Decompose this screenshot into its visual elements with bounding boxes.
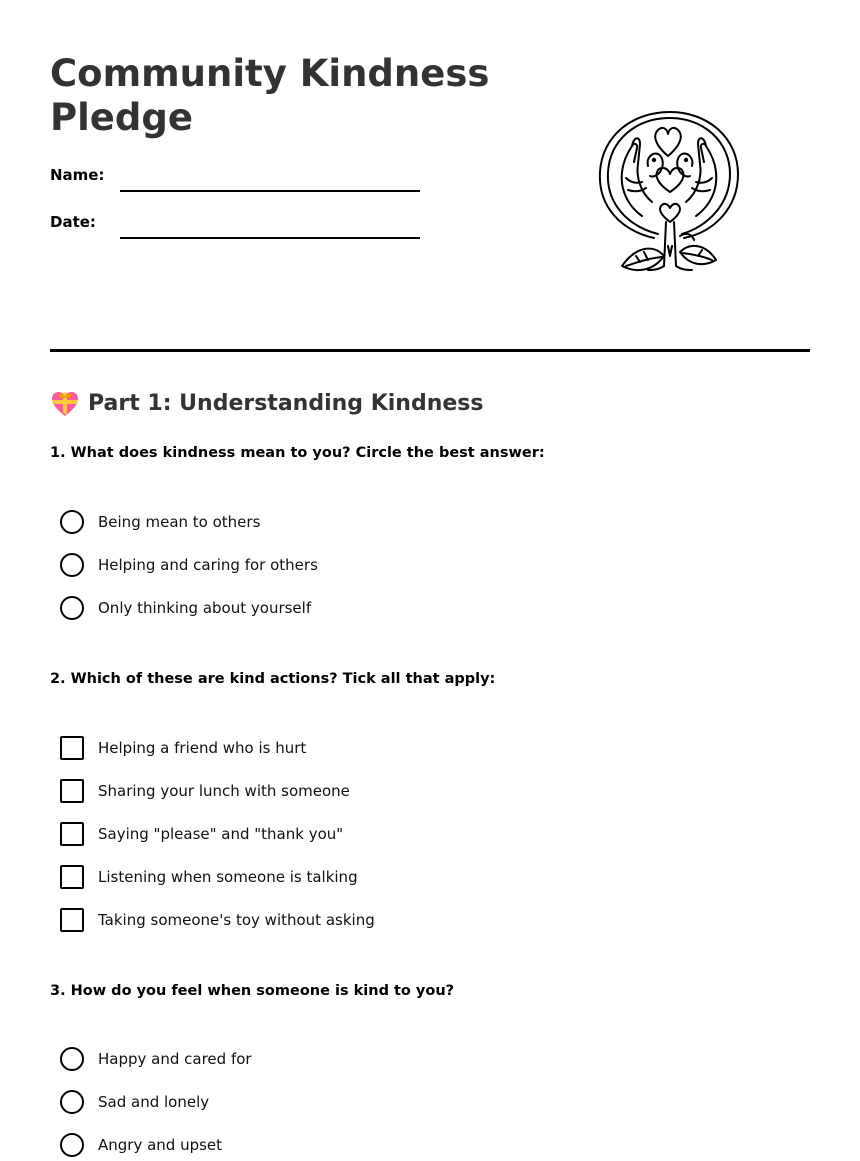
option-label: Sad and lonely [98,1093,210,1111]
section-divider [50,349,810,352]
q1-option-1[interactable] [60,509,260,535]
question-3: 3. How do you feel when someone is kind to you? [50,983,455,999]
q2-option-2[interactable] [60,778,350,804]
hands-hearts-tree-icon [592,106,748,278]
option-label: Sharing your lunch with someone [98,782,350,800]
option-label: Saying "please" and "thank you" [98,825,344,843]
radio-circle[interactable] [60,1047,84,1071]
checkbox[interactable] [60,865,84,889]
checkbox[interactable] [60,779,84,803]
question-2: 2. Which of these are kind actions? Tick all that apply: [50,671,496,687]
option-label: Helping and caring for others [98,556,318,574]
radio-circle[interactable] [60,553,84,577]
q2-option-4[interactable] [60,864,358,890]
part1-heading [50,388,483,420]
option-label: Only thinking about yourself [98,599,312,617]
option-label: Taking someone's toy without asking [98,911,375,929]
radio-circle[interactable] [60,1133,84,1157]
option-label: Happy and cared for [98,1050,252,1068]
q3-option-2[interactable] [60,1089,209,1115]
name-label: Name: [50,166,105,184]
gift-heart-icon [50,389,80,419]
option-label: Angry and upset [98,1136,223,1154]
radio-circle[interactable] [60,510,84,534]
name-field[interactable] [50,166,430,194]
checkbox[interactable] [60,908,84,932]
worksheet-title: Community Kindness Pledge [50,52,490,139]
date-line[interactable] [120,237,420,239]
checkbox[interactable] [60,822,84,846]
option-label: Listening when someone is talking [98,868,358,886]
q3-option-3[interactable] [60,1132,222,1158]
q1-option-2[interactable] [60,552,318,578]
q3-option-1[interactable] [60,1046,252,1072]
name-line[interactable] [120,190,420,192]
radio-circle[interactable] [60,596,84,620]
part1-heading-text: Part 1: Understanding Kindness [88,391,484,416]
question-1: 1. What does kindness mean to you? Circle the best answer: [50,445,545,461]
option-label: Helping a friend who is hurt [98,739,307,757]
q2-option-5[interactable] [60,907,375,933]
date-field[interactable] [50,213,430,241]
q1-option-3[interactable] [60,595,311,621]
q2-option-1[interactable] [60,735,306,761]
checkbox[interactable] [60,736,84,760]
q2-option-3[interactable] [60,821,343,847]
date-label: Date: [50,213,96,231]
radio-circle[interactable] [60,1090,84,1114]
option-label: Being mean to others [98,513,261,531]
